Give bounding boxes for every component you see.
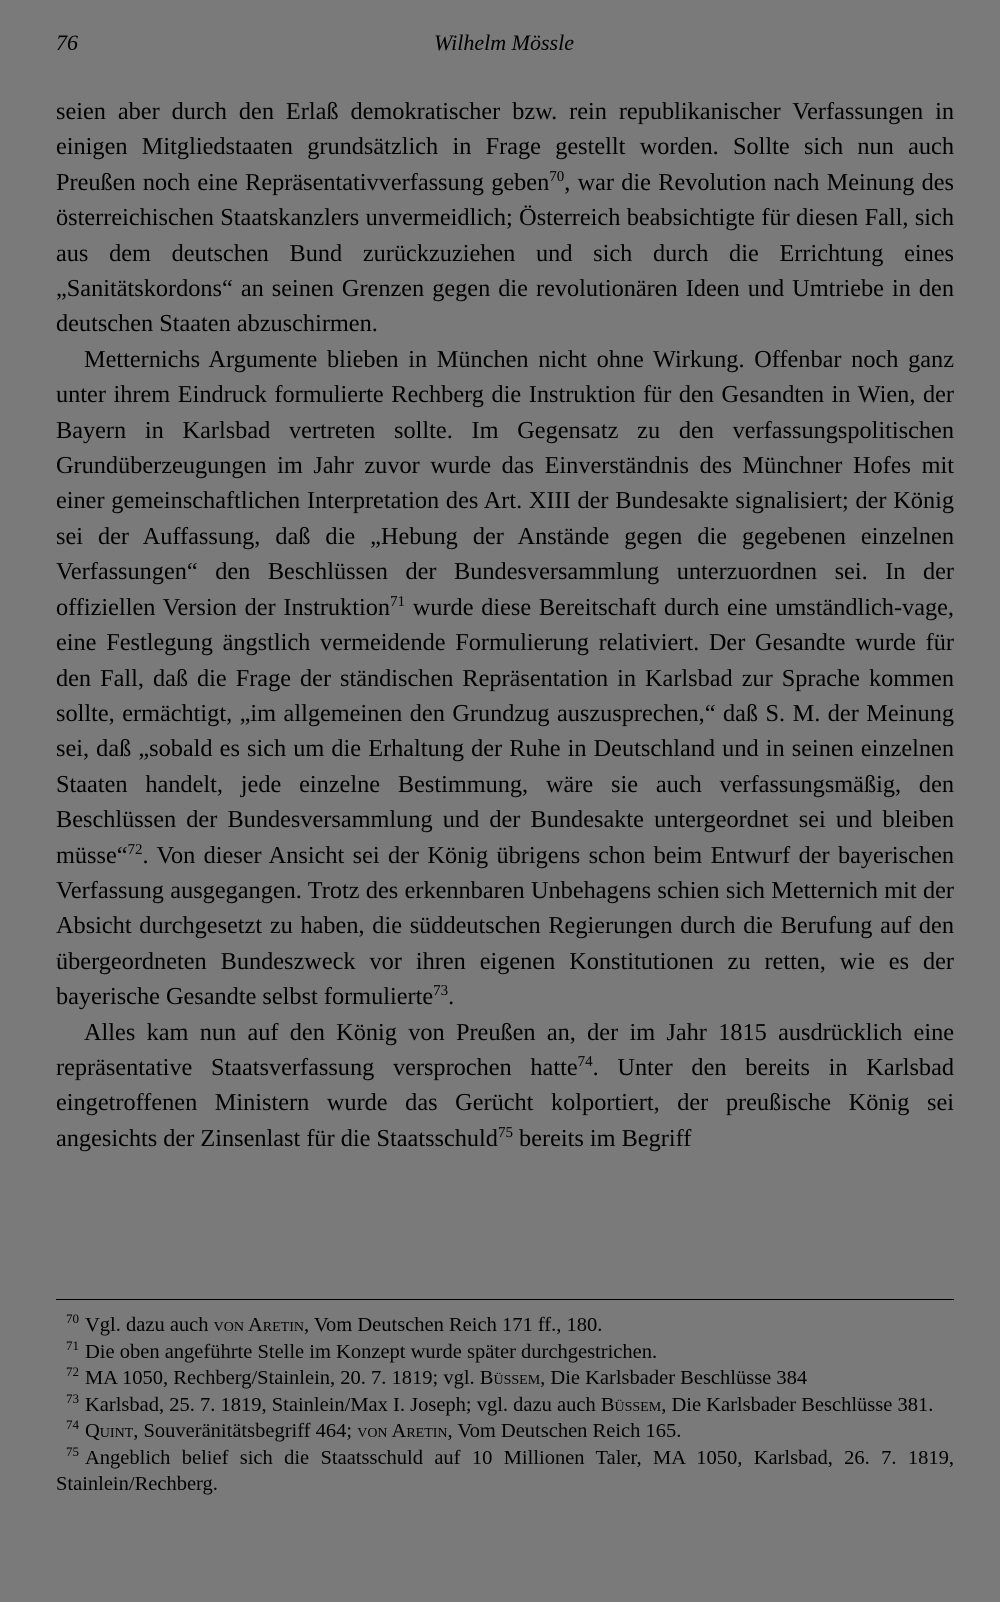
- footnote-73: $^{73}$ Karlsbad, 25. 7. 1819, Stainlein/Max I. Joseph; vgl. dazu auch Büssem, Die Karlsbader Beschlüsse 381.: [66, 1390, 934, 1416]
- paragraph-3: Alles kam nun auf den König von Preußen an, der im Jahr 1815 ausdrücklich eine repräsentative Staatsverfassung versprochen hatte$^{74}$. Unter den bereits in Karlsbad eingetroffenen Ministern wurde das Gerücht kolportiert, der preußische König sei angesichts der Zinsenlast für die Staatsschuld$^{75}$ bereits im Begriff: [56, 1018, 954, 1152]
- footnote-ref: 75: [497, 1124, 513, 1141]
- footnote-70: $^{70}$ Vgl. dazu auch von Aretin, Vom Deutschen Reich 171 ff., 180.: [66, 1311, 603, 1336]
- footnote-72: $^{72}$ MA 1050, Rechberg/Stainlein, 20. 7. 1819; vgl. Büssem, Die Karlsbader Beschlüsse 384: [66, 1364, 808, 1389]
- footnotes: [56, 1312, 954, 1498]
- footnote-71: $^{71}$ Die oben angeführte Stelle im Konzept wurde später durchgestrichen.: [66, 1337, 658, 1363]
- page-header: [56, 30, 952, 66]
- paragraph-1: seien aber durch den Erlaß demokratischer bzw. rein republikanischer Verfassungen in einigen Mitgliedstaaten grundsätzlich in Frage gestellt worden. Sollte sich nun auch Preußen noch eine Repräsentativverfassung geben$^{70}$, war die Revolution nach Meinung des österreichischen Staatskanzlers unvermeidlich; Österreich beabsichtigte für diesen Fall, sich aus dem deutschen Bund zurückzuziehen und sich durch die Errichtung eines „Sanitätskordons“ an seinen Grenzen gegen die revolutionären Ideen und Umtriebe in den deutschen Staaten abzuschirmen.: [56, 98, 955, 338]
- paragraph-2: Metternichs Argumente blieben in München nicht ohne Wirkung. Offenbar noch ganz unter ihrem Eindruck formulierte Rechberg die Instruktion für den Gesandten in Wien, der Bayern in Karlsbad vertreten sollte. Im Gegensatz zu den verfassungspolitischen Grundüberzeugungen im Jahr zuvor wurde das Einverständnis des Münchner Hofes mit einer gemeinschaftlichen Interpretation des Art. XIII der Bundesakte signalisiert; der König sei der Auffassung, daß die „Hebung der Anstände gegen die gegebenen einzelnen Verfassungen“ den Beschlüssen der Bundesversammlung unterzuordnen sei. In der offiziellen Version der Instruktion$^{71}$ wurde diese Bereitschaft durch eine umständlich-vage, eine Festlegung ängstlich vermeidende Formulierung relativiert. Der Gesandte wurde für den Fall, daß die Frage der ständischen Repräsentation in Karlsbad zur Sprache kommen sollte, ermächtigt, „im allgemeinen den Grundzug auszusprechen,“ daß S. M. der Meinung sei, daß „sobald es sich um die Erhaltung der Ruhe in Deutschland und in seinen einzelnen Staaten handelt, jede einzelne Bestimmung, wäre sie auch verfassungsmäßig, den Beschlüssen der Bundesversammlung und der Bundesakte untergeordnet sei und bleiben müsse“$^{72}$. Von dieser Ansicht sei der König übrigens schon beim Entwurf der bayerischen Verfassung ausgegangen. Trotz des erkennbaren Unbehagens schien sich Metternich mit der Absicht durchgesetzt zu haben, die süddeutschen Regierungen durch die Berufung auf den übergeordneten Bundeszweck vor ihren eigenen Konstitutionen zu retten, wie es der bayerische Gesandte selbst formulierte$^{73}$.: [56, 345, 954, 1011]
- footnote-divider: [56, 1299, 954, 1300]
- footnote-ref: 72: [127, 841, 143, 858]
- footnote-ref: 74: [577, 1053, 593, 1070]
- footnote-ref: 73: [433, 983, 449, 1000]
- footnote-75: $^{75}$ Angeblich belief sich die Staatsschuld auf 10 Millionen Taler, MA 1050, Karlsbad, 26. 7. 1819, Stainlein/Rechberg.: [56, 1443, 954, 1495]
- body-text: [56, 94, 954, 1156]
- running-head: Wilhelm Mössle: [434, 30, 574, 55]
- footnote-ref: 70: [549, 168, 565, 185]
- footnote-74: $^{74}$ Quint, Souveränitätsbegriff 464; von Aretin, Vom Deutschen Reich 165.: [66, 1417, 682, 1442]
- page-number: 76: [56, 30, 78, 55]
- footnote-ref: 71: [390, 593, 406, 610]
